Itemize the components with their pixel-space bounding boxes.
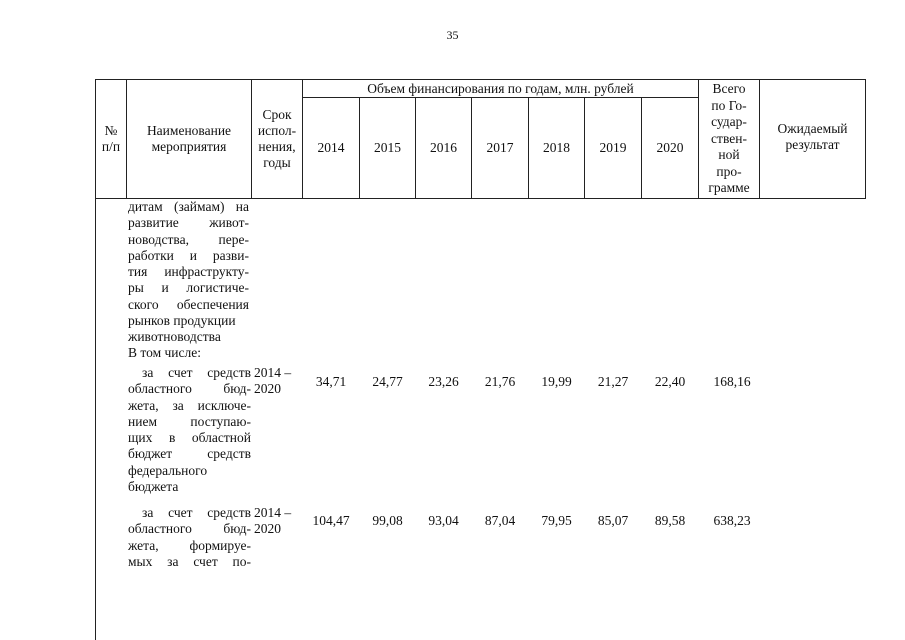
header-funding-group: Объем финансирования по годам, млн. рублей <box>367 80 634 96</box>
header-result <box>760 79 865 198</box>
row-2-value-2016: 93,04 <box>428 513 459 528</box>
continuation-line: тия инфраструкту- <box>128 264 249 280</box>
row-2-line: за счет средств <box>142 505 251 520</box>
row-1-term: 2014 – 2020 <box>254 365 292 396</box>
row-2-line: областного бюд- <box>128 521 251 537</box>
continuation-line: новодства, пере- <box>128 231 249 247</box>
row-2-term: 2014 – 2020 <box>254 505 292 536</box>
header-num: № п/п <box>101 122 121 154</box>
row-1-total: 168,16 <box>713 374 751 389</box>
continuation-description <box>128 199 249 346</box>
row-2-value-2017: 87,04 <box>484 513 516 528</box>
row-2-total: 638,23 <box>713 513 751 528</box>
col-border-right <box>865 79 866 199</box>
continuation-line: развитие живот- <box>128 215 249 231</box>
row-1-value-2019: 21,27 <box>597 374 629 389</box>
row-1-value-2016: 23,26 <box>428 374 459 389</box>
header-year-2014: 2014 <box>317 140 345 155</box>
header-term: Срок испол- нения, годы <box>257 106 297 170</box>
header-year-2018: 2018 <box>543 140 570 155</box>
row-1-line: нием поступаю- <box>128 413 251 429</box>
row-2-value-2014: 104,47 <box>312 513 350 528</box>
row-1-line: бюджет средств <box>128 446 251 462</box>
header-year-2015: 2015 <box>374 140 401 155</box>
header-result-text: Ожидаемый результат <box>777 121 848 152</box>
continuation-line: работки и разви- <box>128 247 249 263</box>
continuation-line: рынков продукции <box>128 313 236 329</box>
row-1-line: областного бюд- <box>128 381 251 397</box>
row-2-value-2020: 89,58 <box>654 513 686 528</box>
row-1-description <box>128 365 251 495</box>
row-1-line: за счет средств <box>142 365 251 380</box>
row-2-value-2018: 79,95 <box>541 513 572 528</box>
header-year-2020: 2020 <box>656 140 684 155</box>
row-1-line: федерального <box>128 462 208 478</box>
row-1-value-2015: 24,77 <box>372 374 403 389</box>
row-1-value-2018: 19,99 <box>541 374 572 389</box>
row-1-value-2014: 34,71 <box>315 374 347 389</box>
row-1-line: щих в областной <box>128 430 251 446</box>
row-1-value-2020: 22,40 <box>654 374 686 389</box>
row-1-value-2017: 21,76 <box>484 374 516 389</box>
continuation-line: животноводства <box>128 329 221 345</box>
row-1-line: бюджета <box>128 479 179 495</box>
header-total: Всего по Го- судар- ствен- ной про- грамме <box>708 81 750 195</box>
row-1-line: жета, за исключе- <box>128 397 251 413</box>
row-2-value-2019: 85,07 <box>597 513 629 528</box>
row-2-description <box>128 505 251 570</box>
header-name: Наименование мероприятия <box>146 122 232 154</box>
row-2-value-2015: 99,08 <box>372 513 403 528</box>
in-that-number-label: В том числе: <box>128 345 201 360</box>
continuation-line: ры и логистиче- <box>128 280 249 296</box>
row-2-line: жета, формируе- <box>128 537 251 553</box>
continuation-line: ского обеспечения <box>128 296 249 312</box>
continuation-line: дитам (займам) на <box>128 199 249 214</box>
page-number: 35 <box>446 28 459 42</box>
header-year-2016: 2016 <box>430 140 457 155</box>
header-year-2019: 2019 <box>599 140 627 155</box>
header-year-2017: 2017 <box>486 140 514 155</box>
row-2-line: мых за счет по- <box>128 553 251 569</box>
